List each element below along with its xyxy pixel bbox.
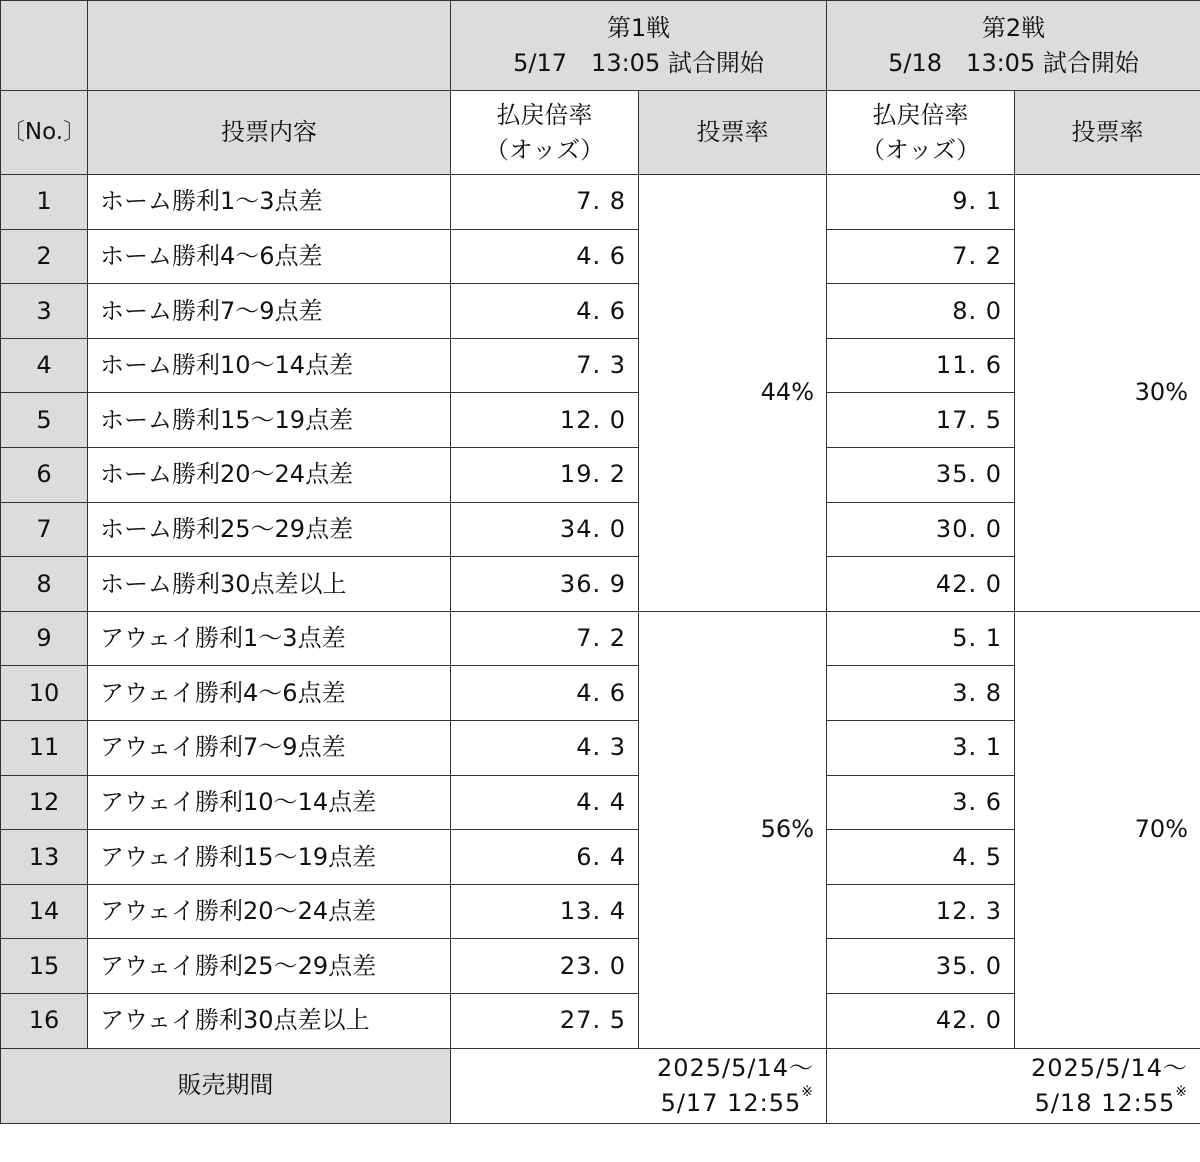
- game1-odds: 4. 4: [451, 775, 639, 830]
- corner-cell-2: [88, 1, 451, 91]
- game1-title: 第1戦: [606, 13, 671, 42]
- row-content: ホーム勝利1〜3点差: [88, 175, 451, 230]
- game1-odds: 7. 3: [451, 338, 639, 393]
- game2-odds: 3. 6: [827, 775, 1015, 830]
- game1-home-vote-rate: 44%: [639, 175, 827, 612]
- game1-odds: 13. 4: [451, 884, 639, 939]
- game1-odds: 36. 9: [451, 557, 639, 612]
- game2-odds: 9. 1: [827, 175, 1015, 230]
- game2-odds: 42. 0: [827, 993, 1015, 1048]
- row-number: 10: [1, 666, 88, 721]
- odds-label: 払戻倍率: [872, 100, 969, 129]
- game1-odds: 19. 2: [451, 447, 639, 502]
- row-number: 6: [1, 447, 88, 502]
- no-header: 〔No.〕: [1, 91, 88, 175]
- game2-period-start: 2025/5/14〜: [1030, 1053, 1188, 1082]
- row-number: 4: [1, 338, 88, 393]
- game2-odds: 17. 5: [827, 393, 1015, 448]
- game1-period-end: 5/17 12:55※: [660, 1083, 814, 1117]
- game1-odds: 27. 5: [451, 993, 639, 1048]
- row-content: アウェイ勝利10〜14点差: [88, 775, 451, 830]
- game2-odds: 12. 3: [827, 884, 1015, 939]
- game2-odds: 35. 0: [827, 447, 1015, 502]
- row-number: 14: [1, 884, 88, 939]
- row-content: ホーム勝利25〜29点差: [88, 502, 451, 557]
- row-content: アウェイ勝利1〜3点差: [88, 611, 451, 666]
- game1-away-vote-rate: 56%: [639, 611, 827, 1048]
- row-number: 3: [1, 284, 88, 339]
- game2-odds: 7. 2: [827, 229, 1015, 284]
- game1-odds: 4. 6: [451, 229, 639, 284]
- odds-label: 払戻倍率: [496, 100, 593, 129]
- row-content: ホーム勝利15〜19点差: [88, 393, 451, 448]
- game1-odds: 7. 8: [451, 175, 639, 230]
- game2-odds: 3. 1: [827, 720, 1015, 775]
- row-number: 8: [1, 557, 88, 612]
- content-header: 投票内容: [88, 91, 451, 175]
- row-number: 1: [1, 175, 88, 230]
- game1-odds: 7. 2: [451, 611, 639, 666]
- row-number: 15: [1, 939, 88, 994]
- game1-vote-rate-header: 投票率: [639, 91, 827, 175]
- corner-cell: [1, 1, 88, 91]
- game1-odds-header: [451, 91, 639, 175]
- game2-sales-period: [827, 1048, 1200, 1123]
- game1-odds: 12. 0: [451, 393, 639, 448]
- game1-period-start: 2025/5/14〜: [656, 1053, 814, 1082]
- game2-odds: 3. 8: [827, 666, 1015, 721]
- game2-odds: 4. 5: [827, 830, 1015, 885]
- row-number: 9: [1, 611, 88, 666]
- row-number: 5: [1, 393, 88, 448]
- note-mark: ※: [1175, 1083, 1188, 1100]
- row-number: 12: [1, 775, 88, 830]
- row-content: アウェイ勝利20〜24点差: [88, 884, 451, 939]
- row-number: 2: [1, 229, 88, 284]
- row-content: アウェイ勝利15〜19点差: [88, 830, 451, 885]
- game1-odds: 6. 4: [451, 830, 639, 885]
- game1-sales-period: [451, 1048, 827, 1123]
- game2-odds: 11. 6: [827, 338, 1015, 393]
- row-content: ホーム勝利20〜24点差: [88, 447, 451, 502]
- game2-odds: 30. 0: [827, 502, 1015, 557]
- game1-header: [451, 1, 827, 91]
- odds-label-sub: （オッズ）: [860, 135, 981, 164]
- game2-home-vote-rate: 30%: [1015, 175, 1200, 612]
- row-content: ホーム勝利30点差以上: [88, 557, 451, 612]
- game1-start: 5/17 13:05 試合開始: [513, 48, 764, 77]
- row-number: 16: [1, 993, 88, 1048]
- note-mark: ※: [801, 1083, 814, 1100]
- row-content: ホーム勝利7〜9点差: [88, 284, 451, 339]
- game2-start: 5/18 13:05 試合開始: [888, 48, 1139, 77]
- game2-odds: 8. 0: [827, 284, 1015, 339]
- row-number: 13: [1, 830, 88, 885]
- game1-odds: 4. 6: [451, 284, 639, 339]
- game2-odds-header: [827, 91, 1015, 175]
- table-row: [1, 611, 1200, 666]
- game1-odds: 4. 3: [451, 720, 639, 775]
- row-content: ホーム勝利4〜6点差: [88, 229, 451, 284]
- row-number: 11: [1, 720, 88, 775]
- row-content: ホーム勝利10〜14点差: [88, 338, 451, 393]
- game1-odds: 23. 0: [451, 939, 639, 994]
- game2-odds: 5. 1: [827, 611, 1015, 666]
- row-content: アウェイ勝利7〜9点差: [88, 720, 451, 775]
- game1-odds: 4. 6: [451, 666, 639, 721]
- game2-title: 第2戦: [981, 13, 1046, 42]
- game2-vote-rate-header: 投票率: [1015, 91, 1200, 175]
- odds-label-sub: （オッズ）: [484, 135, 605, 164]
- row-content: アウェイ勝利25〜29点差: [88, 939, 451, 994]
- game2-odds: 42. 0: [827, 557, 1015, 612]
- game2-odds: 35. 0: [827, 939, 1015, 994]
- row-number: 7: [1, 502, 88, 557]
- table-row: [1, 175, 1200, 230]
- game2-header: [827, 1, 1200, 91]
- game1-odds: 34. 0: [451, 502, 639, 557]
- row-content: アウェイ勝利4〜6点差: [88, 666, 451, 721]
- sales-period-label: 販売期間: [1, 1048, 451, 1123]
- game2-away-vote-rate: 70%: [1015, 611, 1200, 1048]
- game2-period-end: 5/18 12:55※: [1034, 1083, 1188, 1117]
- row-content: アウェイ勝利30点差以上: [88, 993, 451, 1048]
